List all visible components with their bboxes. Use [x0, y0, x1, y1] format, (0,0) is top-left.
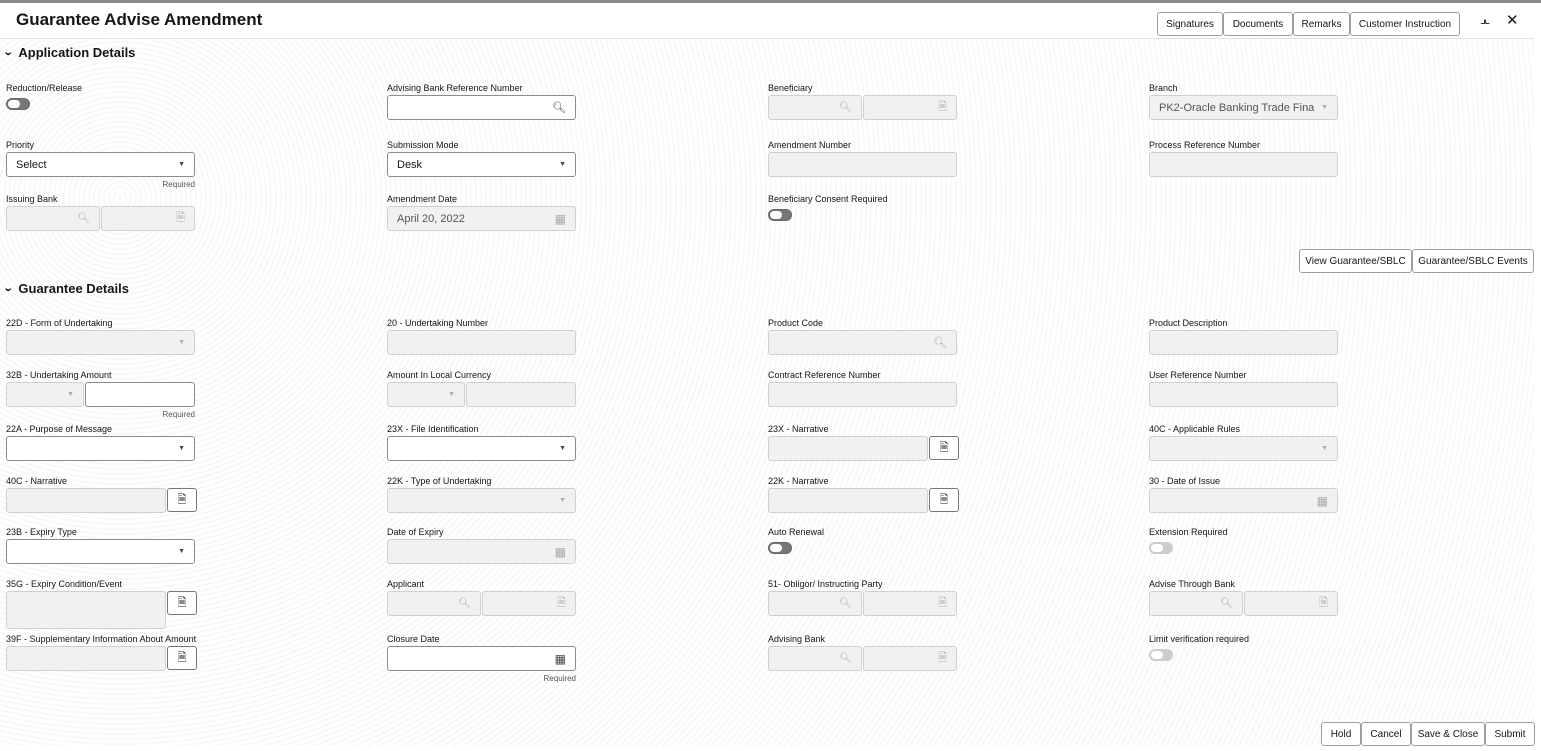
field-limit-verification-required	[1149, 634, 1349, 646]
field-label: 39F - Supplementary Information About Amount	[6, 634, 197, 644]
lookup-id-input	[768, 95, 862, 120]
field-label: Process Reference Number	[1149, 140, 1261, 150]
document-edit-icon: 🗎	[938, 101, 947, 113]
field-submission-mode	[387, 140, 587, 171]
field-40c-applicable-rules	[1149, 424, 1349, 452]
amount-input	[466, 382, 576, 407]
toggle-switch[interactable]	[768, 209, 792, 221]
document-edit-icon: 🗎	[177, 596, 187, 609]
select-dropdown	[1149, 95, 1338, 120]
search-icon: 🔍︎	[552, 102, 566, 114]
lookup-id-input	[6, 206, 100, 231]
guarantee-sblc-events-button[interactable]: Guarantee/SBLC Events	[1412, 249, 1534, 273]
select-dropdown[interactable]	[387, 436, 576, 461]
calendar-icon: ▦	[554, 651, 566, 666]
lookup-name-input	[482, 591, 576, 616]
field-label: Beneficiary	[768, 83, 813, 93]
field-date-of-expiry	[387, 527, 587, 559]
header-divider	[0, 38, 1534, 39]
field-label: Applicant	[387, 579, 425, 589]
field-label: 20 - Undertaking Number	[387, 318, 489, 328]
field-label: 23B - Expiry Type	[6, 527, 77, 537]
field-value: April 20, 2022	[397, 212, 465, 225]
field-22a-purpose-of-message	[6, 424, 206, 452]
field-23x-file-identification	[387, 424, 587, 452]
submit-button[interactable]: Submit	[1485, 722, 1535, 746]
field-label: Auto Renewal	[768, 527, 825, 537]
lookup-name-input	[863, 591, 957, 616]
field-contract-reference-number	[768, 370, 968, 382]
field-label: Amount In Local Currency	[387, 370, 492, 380]
field-label: Product Code	[768, 318, 824, 328]
field-23b-expiry-type	[6, 527, 206, 555]
date-input	[387, 539, 576, 564]
text-input	[768, 382, 957, 407]
date-input[interactable]	[387, 646, 576, 671]
currency-select	[6, 382, 84, 407]
lookup-name-input	[863, 95, 957, 120]
dropdown-arrow-icon: ▼	[1321, 445, 1328, 452]
dropdown-arrow-icon: ▼	[178, 161, 185, 168]
select-dropdown	[1149, 436, 1338, 461]
field-label: Priority	[6, 140, 35, 150]
lookup-id-input	[768, 591, 862, 616]
field-51-obligor-instructing-party	[768, 579, 968, 609]
field-closure-date	[387, 634, 587, 683]
text-input	[1149, 330, 1338, 355]
section-title: Application Details	[18, 45, 136, 60]
field-product-code	[768, 318, 968, 349]
field-advise-through-bank	[1149, 579, 1349, 609]
field-22k-narrative	[768, 476, 968, 506]
narrative-edit-button[interactable]	[929, 436, 959, 460]
field-beneficiary-consent-required	[768, 194, 968, 206]
field-label: 22K - Type of Undertaking	[387, 476, 492, 486]
calendar-icon: ▦	[554, 544, 566, 559]
collapse-icon[interactable]: ⌟⌞	[1480, 11, 1489, 26]
document-edit-icon: 🗎	[939, 441, 949, 454]
field-label: 40C - Narrative	[6, 476, 68, 486]
section-title: Guarantee Details	[18, 281, 129, 296]
field-auto-renewal	[768, 527, 968, 539]
search-input	[768, 330, 957, 355]
field-label: Branch	[1149, 83, 1178, 93]
application-details-header[interactable]	[4, 45, 135, 60]
dropdown-arrow-icon: ▼	[559, 497, 566, 504]
field-20-undertaking-number	[387, 318, 587, 330]
search-icon: 🔍︎	[839, 598, 852, 609]
field-label: Reduction/Release	[6, 83, 83, 93]
amount-input[interactable]	[85, 382, 195, 407]
select-dropdown	[6, 330, 195, 355]
search-icon: 🔍︎	[933, 337, 947, 349]
field-advising-bank-reference-number	[387, 83, 587, 114]
field-label: Advising Bank Reference Number	[387, 83, 523, 93]
field-label: 22D - Form of Undertaking	[6, 318, 113, 328]
narrative-input	[6, 488, 166, 513]
field-30-date-of-issue	[1149, 476, 1349, 508]
field-40c-narrative	[6, 476, 206, 506]
field-label: Limit verification required	[1149, 634, 1250, 644]
currency-select	[387, 382, 465, 407]
field-label: 51- Obligor/ Instructing Party	[768, 579, 883, 589]
document-edit-icon: 🗎	[938, 597, 947, 609]
search-input[interactable]	[387, 95, 576, 120]
text-input	[1149, 382, 1338, 407]
field-label: Issuing Bank	[6, 194, 58, 204]
field-label: User Reference Number	[1149, 370, 1247, 380]
close-icon[interactable]: ✕	[1506, 12, 1519, 29]
narrative-input	[6, 591, 166, 629]
narrative-input	[768, 436, 928, 461]
search-icon: 🔍︎	[839, 102, 852, 113]
field-advising-bank	[768, 634, 968, 664]
field-value: Select	[16, 158, 47, 171]
field-value: PK2-Oracle Banking Trade Fina	[1159, 101, 1315, 114]
narrative-edit-button[interactable]	[167, 646, 197, 670]
field-23x-narrative	[768, 424, 968, 454]
field-label: 23X - Narrative	[768, 424, 829, 434]
field-label: Contract Reference Number	[768, 370, 881, 380]
date-input	[1149, 488, 1338, 513]
text-input	[768, 152, 957, 177]
field-label: 23X - File Identification	[387, 424, 479, 434]
cancel-button[interactable]: Cancel	[1361, 722, 1411, 746]
page-title: Guarantee Advise Amendment	[16, 10, 263, 29]
save-close-button[interactable]: Save & Close	[1411, 722, 1485, 746]
field-label: Extension Required	[1149, 527, 1228, 537]
narrative-edit-button[interactable]	[929, 488, 959, 512]
chevron-down-icon: ⌄	[2, 283, 14, 294]
view-guarantee-sblc-button[interactable]: View Guarantee/SBLC	[1299, 249, 1412, 273]
field-label: Advise Through Bank	[1149, 579, 1235, 589]
search-icon: 🔍︎	[458, 598, 471, 609]
field-22k-type-of-undertaking	[387, 476, 587, 504]
field-issuing-bank	[6, 194, 206, 224]
toggle-switch	[1149, 649, 1173, 661]
dropdown-arrow-icon: ▼	[559, 445, 566, 452]
field-label: 22A - Purpose of Message	[6, 424, 113, 434]
select-dropdown	[387, 488, 576, 513]
field-reduction-release	[6, 83, 206, 95]
field-amendment-date	[387, 194, 587, 226]
hold-button[interactable]: Hold	[1321, 722, 1361, 746]
select-dropdown[interactable]	[6, 436, 195, 461]
toggle-switch[interactable]	[6, 98, 30, 110]
field-label: Advising Bank	[768, 634, 826, 644]
lookup-id-input	[768, 646, 862, 671]
narrative-edit-button[interactable]	[167, 591, 197, 615]
field-extension-required	[1149, 527, 1349, 539]
field-label: Submission Mode	[387, 140, 459, 150]
field-amendment-number	[768, 140, 968, 152]
top-strip	[0, 0, 1541, 3]
lookup-name-input	[101, 206, 195, 231]
narrative-input	[768, 488, 928, 513]
search-icon: 🔍︎	[839, 653, 852, 664]
required-hint: Required	[162, 410, 195, 419]
narrative-edit-button[interactable]	[167, 488, 197, 512]
lookup-id-input	[1149, 591, 1243, 616]
select-dropdown[interactable]	[387, 152, 576, 177]
field-branch	[1149, 83, 1349, 114]
field-35g-expiry-condition-event	[6, 579, 206, 609]
field-user-reference-number	[1149, 370, 1349, 382]
field-priority	[6, 140, 206, 189]
field-amount-in-local-currency	[387, 370, 587, 398]
field-32b-undertaking-amount	[6, 370, 206, 419]
required-hint: Required	[543, 674, 576, 683]
search-icon: 🔍︎	[77, 213, 90, 224]
select-dropdown[interactable]	[6, 539, 195, 564]
chevron-down-icon: ⌄	[2, 47, 14, 58]
dropdown-arrow-icon: ▼	[67, 391, 74, 398]
narrative-input	[6, 646, 166, 671]
remarks-button[interactable]: Remarks	[1293, 12, 1350, 36]
field-applicant	[387, 579, 587, 609]
text-input	[387, 330, 576, 355]
field-label: Beneficiary Consent Required	[768, 194, 888, 204]
signatures-button[interactable]: Signatures	[1157, 12, 1223, 36]
required-hint: Required	[162, 180, 195, 189]
field-label: Amendment Date	[387, 194, 458, 204]
field-label: 32B - Undertaking Amount	[6, 370, 112, 380]
field-label: 22K - Narrative	[768, 476, 829, 486]
field-label: 35G - Expiry Condition/Event	[6, 579, 123, 589]
field-label: 30 - Date of Issue	[1149, 476, 1221, 486]
field-beneficiary	[768, 83, 968, 113]
guarantee-details-header[interactable]	[4, 281, 129, 296]
field-label: Product Description	[1149, 318, 1228, 328]
date-input	[387, 206, 576, 231]
field-label: Amendment Number	[768, 140, 852, 150]
document-edit-icon: 🗎	[177, 493, 187, 506]
field-39f-supplementary-information-about-amount	[6, 634, 206, 664]
field-22d-form-of-undertaking	[6, 318, 206, 346]
dropdown-arrow-icon: ▼	[178, 339, 185, 346]
dropdown-arrow-icon: ▼	[178, 548, 185, 555]
dropdown-arrow-icon: ▼	[1321, 104, 1328, 111]
field-value: Desk	[397, 158, 423, 171]
calendar-icon: ▦	[1316, 493, 1328, 508]
search-icon: 🔍︎	[1220, 598, 1233, 609]
customer-instruction-button[interactable]: Customer Instruction	[1350, 12, 1460, 36]
calendar-icon: ▦	[554, 211, 566, 226]
toggle-switch	[1149, 542, 1173, 554]
dropdown-arrow-icon: ▼	[559, 161, 566, 168]
document-edit-icon: 🗎	[1319, 597, 1328, 609]
lookup-name-input	[863, 646, 957, 671]
toggle-switch[interactable]	[768, 542, 792, 554]
field-process-reference-number	[1149, 140, 1349, 152]
document-edit-icon: 🗎	[177, 651, 187, 664]
document-edit-icon: 🗎	[938, 652, 947, 664]
document-edit-icon: 🗎	[939, 493, 949, 506]
dropdown-arrow-icon: ▼	[178, 445, 185, 452]
field-label: Closure Date	[387, 634, 440, 644]
field-label: 40C - Applicable Rules	[1149, 424, 1241, 434]
text-input	[1149, 152, 1338, 177]
document-edit-icon: 🗎	[557, 597, 566, 609]
lookup-id-input	[387, 591, 481, 616]
dropdown-arrow-icon: ▼	[448, 391, 455, 398]
select-dropdown[interactable]	[6, 152, 195, 177]
field-label: Date of Expiry	[387, 527, 444, 537]
lookup-name-input	[1244, 591, 1338, 616]
documents-button[interactable]: Documents	[1223, 12, 1293, 36]
document-edit-icon: 🗎	[176, 212, 185, 224]
field-product-description	[1149, 318, 1349, 330]
